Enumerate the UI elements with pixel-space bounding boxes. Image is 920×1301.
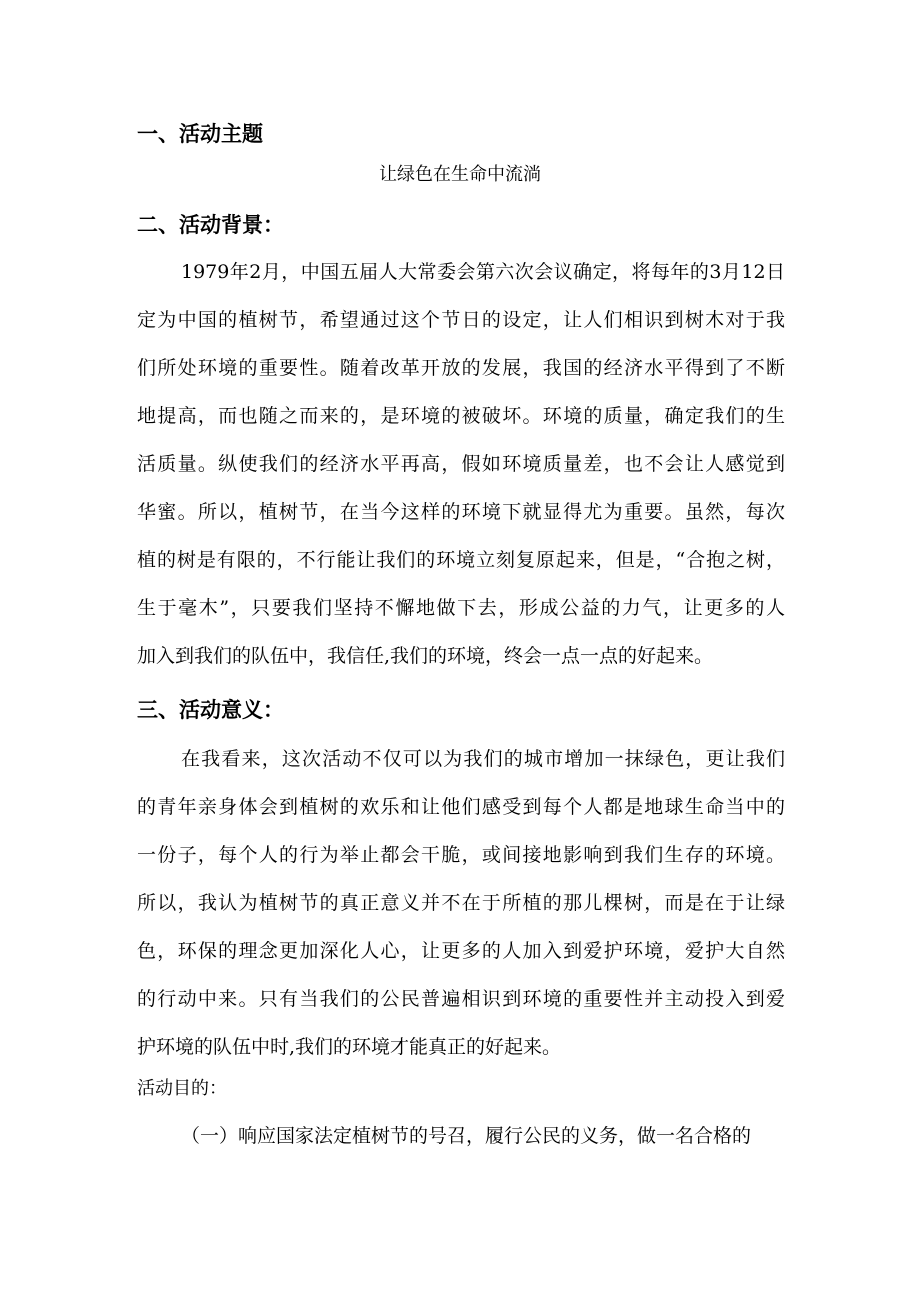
background-line: 1979年2月，中国五届人大常委会第六次会议确定，将每年的3月12日 xyxy=(181,261,785,283)
section1-heading: 一、活动主题 xyxy=(137,122,263,146)
purpose-line: （一）响应国家法定植树节的号召，履行公民的义务，做一名合格的 xyxy=(181,1125,752,1147)
purpose-heading: 活动目的： xyxy=(137,1078,227,1099)
significance-line: 的青年亲身体会到植树的欢乐和让他们感受到每个人都是地球生命当中的 xyxy=(137,796,785,818)
background-line: 华蜜。所以，植树节，在当今这样的环境下就显得尤为重要。虽然，每次 xyxy=(137,501,785,523)
background-line: 活质量。纵使我们的经济水平再高，假如环境质量差，也不会让人感觉到 xyxy=(137,453,785,475)
significance-line: 色，环保的理念更加深化人心，让更多的人加入到爱护环境，爱护大自然 xyxy=(137,940,785,962)
section3-heading: 三、活动意义： xyxy=(137,698,284,722)
background-line: 加入到我们的队伍中，我信任,我们的环境，终会一点一点的好起来。 xyxy=(137,645,714,667)
significance-line: 的行动中来。只有当我们的公民普遍相识到环境的重要性并主动投入到爱 xyxy=(137,988,785,1010)
background-line: 们所处环境的重要性。随着改革开放的发展，我国的经济水平得到了不断 xyxy=(137,357,785,379)
significance-line: 一份子，每个人的行为举止都会干脆，或间接地影响到我们生存的环境。 xyxy=(137,844,785,866)
significance-line: 护环境的队伍中时,我们的环境才能真正的好起来。 xyxy=(137,1036,562,1058)
significance-line: 在我看来，这次活动不仅可以为我们的城市增加一抹绿色，更让我们 xyxy=(181,748,785,770)
section2-heading: 二、活动背景： xyxy=(137,213,284,237)
activity-theme: 让绿色在生命中流淌 xyxy=(379,164,541,185)
background-line: 定为中国的植树节，希望通过这个节日的设定，让人们相识到树木对于我 xyxy=(137,309,785,331)
background-line: 植的树是有限的，不行能让我们的环境立刻复原起来，但是，“合抱之树， xyxy=(137,549,785,571)
background-line: 生于毫木”，只要我们坚持不懈地做下去，形成公益的力气，让更多的人 xyxy=(137,597,785,619)
background-line: 地提高，而也随之而来的，是环境的被破坏。环境的质量，确定我们的生 xyxy=(137,405,785,427)
significance-line: 所以，我认为植树节的真正意义并不在于所植的那儿棵树，而是在于让绿 xyxy=(137,892,785,914)
